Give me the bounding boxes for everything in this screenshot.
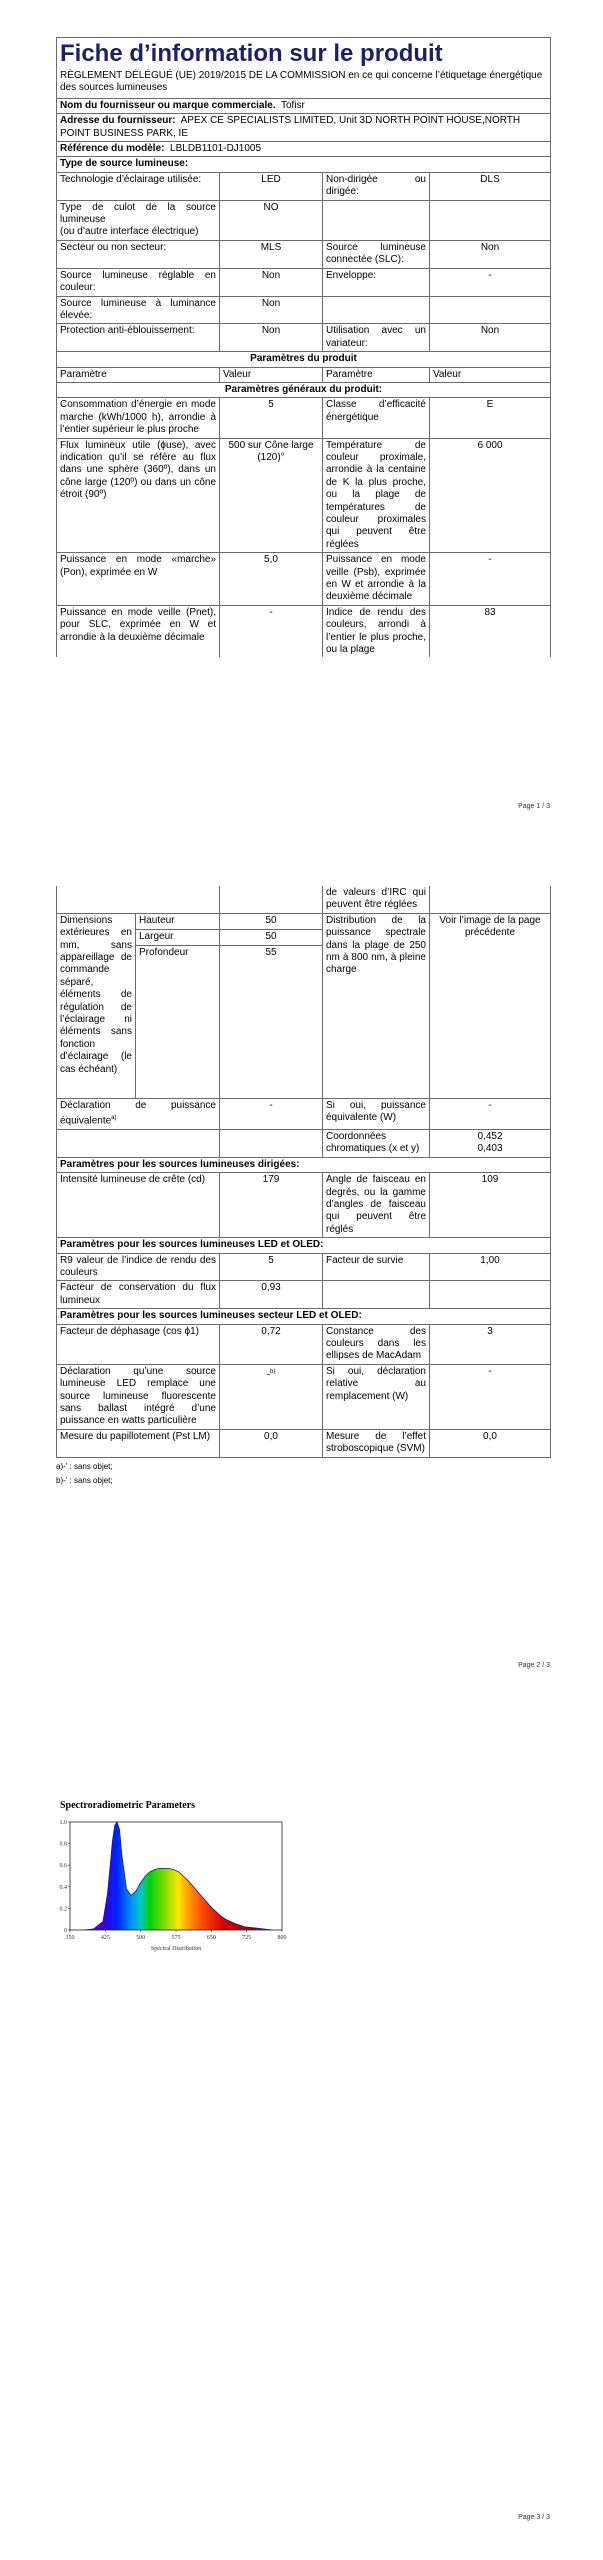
- beam-angle-label: Angle de faisceau en degrés, ou la gamme d’angles de faisceau qui peuvent être réglés: [323, 1173, 430, 1238]
- spectral-label: Distribution de la puissance spectrale dans la plage de 250 nm à 800 nm, à pleine charge: [323, 913, 430, 1098]
- directed-value: DLS: [430, 172, 551, 200]
- footnote-a-mark: a): [56, 1461, 64, 1471]
- spectro-chart: [56, 1800, 316, 1960]
- spectral-value: Voir l’image de la page précédente: [430, 913, 551, 1098]
- dimmable-label: Utilisation avec un variateur:: [323, 324, 430, 352]
- replace-label: Déclaration qu’une source lumineuse LED remplace une source lumineuse fluorescente sans ballast intégré d’une puissance en watts particulière: [57, 1364, 220, 1429]
- col-param-1: Paramètre: [57, 367, 220, 382]
- tunable-label: Source lumineuse réglable en couleur:: [57, 268, 220, 296]
- beam-angle-value: 109: [430, 1173, 551, 1238]
- r9-value: 5: [220, 1253, 323, 1281]
- energy-class-label: Classe d’efficacité énergétique: [323, 398, 430, 438]
- footnote-b-text: -’ : sans objet;: [63, 1475, 113, 1485]
- equiv-power-label: Déclaration de puissance équivalente: [60, 1099, 216, 1127]
- peak-intensity-label: Intensité lumineuse de crête (cd): [57, 1173, 220, 1238]
- tech-value: LED: [220, 172, 323, 200]
- cap-value: NO: [220, 200, 323, 240]
- replace-w-value: -: [430, 1364, 551, 1429]
- equiv-power-w-label: Si oui, puissance équivalente (W): [323, 1098, 430, 1129]
- footnote-b-mark: b): [56, 1475, 64, 1485]
- dimmable-value: Non: [430, 324, 551, 352]
- chroma-y: 0,403: [477, 1143, 503, 1155]
- mains-value: MLS: [220, 240, 323, 268]
- maintenance-label: Facteur de conservation du flux lumineux: [57, 1281, 220, 1309]
- connected-value: Non: [430, 240, 551, 268]
- y-tick-label: 0.6: [59, 1863, 67, 1870]
- strobo-label: Mesure de l’effet stroboscopique (SVM): [323, 1429, 430, 1457]
- page-1: [0, 0, 603, 820]
- standby-label: Puissance en mode veille (Psb), exprimée en W et arrondie à la deuxième décimale: [323, 553, 430, 606]
- product-sheet-page-2: [56, 886, 550, 1488]
- phase-label: Facteur de déphasage (cos ϕ1): [57, 1324, 220, 1364]
- model-value: LBLDB1101-DJ1005: [170, 143, 262, 155]
- cap-label: Type de culot de la source lumineuse: [60, 201, 216, 226]
- cri-label-part1: Indice de rendu des couleurs, arrondi à l’entier le plus proche, ou la plage: [323, 605, 430, 657]
- high-luminance-value: Non: [220, 296, 323, 324]
- directed-label: Non-dirigée ou dirigée:: [323, 172, 430, 200]
- strobo-value: 0,0: [430, 1429, 551, 1457]
- y-tick-label: 0.2: [59, 1906, 67, 1913]
- brand-label: Nom du fournisseur ou marque commerciale.: [60, 99, 276, 111]
- consistency-value: 3: [430, 1324, 551, 1364]
- replace-footnote-mark: b): [270, 1368, 276, 1375]
- power-on-value: 5,0: [220, 553, 323, 606]
- page-number-2: Page 2 / 3: [518, 1662, 550, 1669]
- tunable-value: Non: [220, 268, 323, 296]
- consumption-label: Consommation d’énergie en mode marche (kWh/1000 h), arrondie à l’entier supérieur le plus proche: [57, 398, 220, 438]
- cap-type-cell: [57, 200, 220, 240]
- x-tick-label: 425: [100, 1935, 110, 1941]
- regulation-text: RÈGLEMENT DÉLÉGUÉ (UE) 2019/2015 DE LA COMMISSION en ce qui concerne l’étiquetage énergétique des sources lumineuses: [60, 70, 543, 94]
- y-tick-label: 0: [64, 1928, 67, 1934]
- cap-sublabel: (ou d’autre interface électrique): [60, 226, 199, 238]
- footnotes: [56, 1460, 550, 1488]
- chroma-x: 0,452: [477, 1130, 503, 1142]
- x-tick-label: 800: [277, 1935, 287, 1941]
- footnote-a: [56, 1460, 550, 1474]
- flicker-value: 0,0: [220, 1429, 323, 1457]
- net-standby-label: Puissance en mode veille (Pnet), pour SLC, exprimée en W et arrondie à la deuxième décimale: [57, 605, 220, 657]
- address-label: Adresse du fournisseur:: [60, 115, 176, 127]
- width-value: 50: [220, 929, 323, 945]
- r9-label: R9 valeur de l’indice de rendu des couleurs: [57, 1253, 220, 1281]
- footnote-b: [56, 1474, 550, 1488]
- connected-label: Source lumineuse connectée (SLC):: [323, 240, 430, 268]
- tech-label: Technologie d’éclairage utilisée:: [57, 172, 220, 200]
- equiv-power-w-value: -: [430, 1098, 551, 1129]
- chart-title: Spectroradiometric Parameters: [60, 1800, 196, 1811]
- cri-label-part2: de valeurs d’IRC qui peuvent être réglées: [323, 886, 430, 913]
- flux-label: Flux lumineux utile (ϕuse), avec indication qu’il se réfère au flux dans une sphère (360º), dans un cône large (120º) ou dans un cône étroit (90º): [57, 438, 220, 553]
- col-value-1: Valeur: [220, 367, 323, 382]
- col-value-2: Valeur: [430, 367, 551, 382]
- y-tick-label: 0.8: [59, 1841, 67, 1848]
- net-standby-value: -: [220, 605, 323, 657]
- depth-value: 55: [220, 945, 323, 1098]
- directed-heading: Paramètres pour les sources lumineuses dirigées:: [57, 1157, 551, 1172]
- height-value: 50: [220, 913, 323, 929]
- page-2: [0, 880, 603, 1700]
- y-tick-label: 1.0: [59, 1820, 67, 1826]
- page-number-1: Page 1 / 3: [518, 803, 550, 810]
- energy-class-value: E: [430, 398, 551, 438]
- equiv-power-cell: [57, 1098, 220, 1129]
- cri-value: 83: [430, 605, 551, 657]
- envelope-value: -: [430, 268, 551, 296]
- product-sheet-page-1: [56, 37, 550, 657]
- width-label: Largeur: [136, 929, 220, 945]
- chroma-label: Coordonnées chromatiques (x et y): [323, 1129, 430, 1157]
- product-info-table-1: [56, 37, 551, 657]
- mains-led-heading: Paramètres pour les sources lumineuses secteur LED et OLED:: [57, 1309, 551, 1324]
- antiglare-label: Protection anti-éblouissement:: [57, 324, 220, 352]
- footnote-a-text: -’ : sans objet;: [63, 1461, 113, 1471]
- led-heading: Paramètres pour les sources lumineuses LED et OLED:: [57, 1238, 551, 1253]
- peak-intensity-value: 179: [220, 1173, 323, 1238]
- replace-w-label: Si oui, déclaration relative au remplacement (W): [323, 1364, 430, 1429]
- consistency-label: Constance des couleurs dans les ellipses de MacAdam: [323, 1324, 430, 1364]
- equiv-power-value: -: [220, 1098, 323, 1129]
- antiglare-value: Non: [220, 324, 323, 352]
- phase-value: 0,72: [220, 1324, 323, 1364]
- survival-label: Facteur de survie: [323, 1253, 430, 1281]
- x-tick-label: 350: [65, 1935, 75, 1941]
- power-on-label: Puissance en mode «marche» (Pon), exprimée en W: [57, 553, 220, 606]
- maintenance-value: 0,93: [220, 1281, 323, 1309]
- x-axis-label: Spectral Distribution: [150, 1946, 202, 1952]
- survival-value: 1,00: [430, 1253, 551, 1281]
- x-tick-label: 650: [206, 1935, 216, 1941]
- flux-value: 500 sur Cône large (120)°: [220, 438, 323, 553]
- spectro-plot: [56, 1816, 306, 1956]
- envelope-label: Enveloppe:: [323, 268, 430, 296]
- x-tick-label: 575: [171, 1935, 181, 1941]
- replace-cell: [220, 1364, 323, 1429]
- page-title: Fiche d’information sur le produit: [60, 40, 443, 67]
- cct-label: Température de couleur proximale, arrondie à la centaine de K la plus proche, ou la plage de températures de couleur proximales qui peuvent être réglées: [323, 438, 430, 553]
- address-value: APEX CE SPECIALISTS LIMITED, Unit 3D NORTH POINT HOUSE,NORTH POINT BUSINESS PARK, IE: [60, 115, 521, 139]
- spectrum-fill: [84, 1822, 273, 1930]
- general-params-heading: Paramètres généraux du produit:: [57, 382, 551, 397]
- source-type-heading: Type de source lumineuse:: [57, 157, 551, 172]
- y-tick-label: 0.4: [59, 1884, 67, 1891]
- depth-label: Profondeur: [136, 945, 220, 1098]
- chroma-values: [430, 1129, 551, 1157]
- standby-value: -: [430, 553, 551, 606]
- dimensions-label: Dimensions extérieures en mm, sans appareillage de commande séparé, éléments de régulation de l’éclairage ni éléments sans fonction d’éclairage (le cas échéant): [57, 913, 136, 1098]
- flicker-label: Mesure du papillotement (Pst LM): [57, 1429, 220, 1457]
- mains-label: Secteur ou non secteur:: [57, 240, 220, 268]
- replace-value: -: [266, 1369, 270, 1381]
- col-param-2: Paramètre: [323, 367, 430, 382]
- product-params-heading: Paramètres du produit: [57, 352, 551, 367]
- page-3: [0, 1700, 603, 2560]
- equiv-power-footnote-mark: a): [111, 1115, 117, 1122]
- height-label: Hauteur: [136, 913, 220, 929]
- model-label: Référence du modèle:: [60, 143, 165, 155]
- brand-value: Tofisr: [281, 99, 305, 111]
- consumption-value: 5: [220, 398, 323, 438]
- cct-value: 6 000: [430, 438, 551, 553]
- product-info-table-2: [56, 886, 551, 1458]
- x-tick-label: 500: [136, 1935, 146, 1941]
- high-luminance-label: Source lumineuse à luminance élevée:: [57, 296, 220, 324]
- page-number-3: Page 3 / 3: [518, 2514, 550, 2521]
- x-tick-label: 725: [242, 1935, 252, 1941]
